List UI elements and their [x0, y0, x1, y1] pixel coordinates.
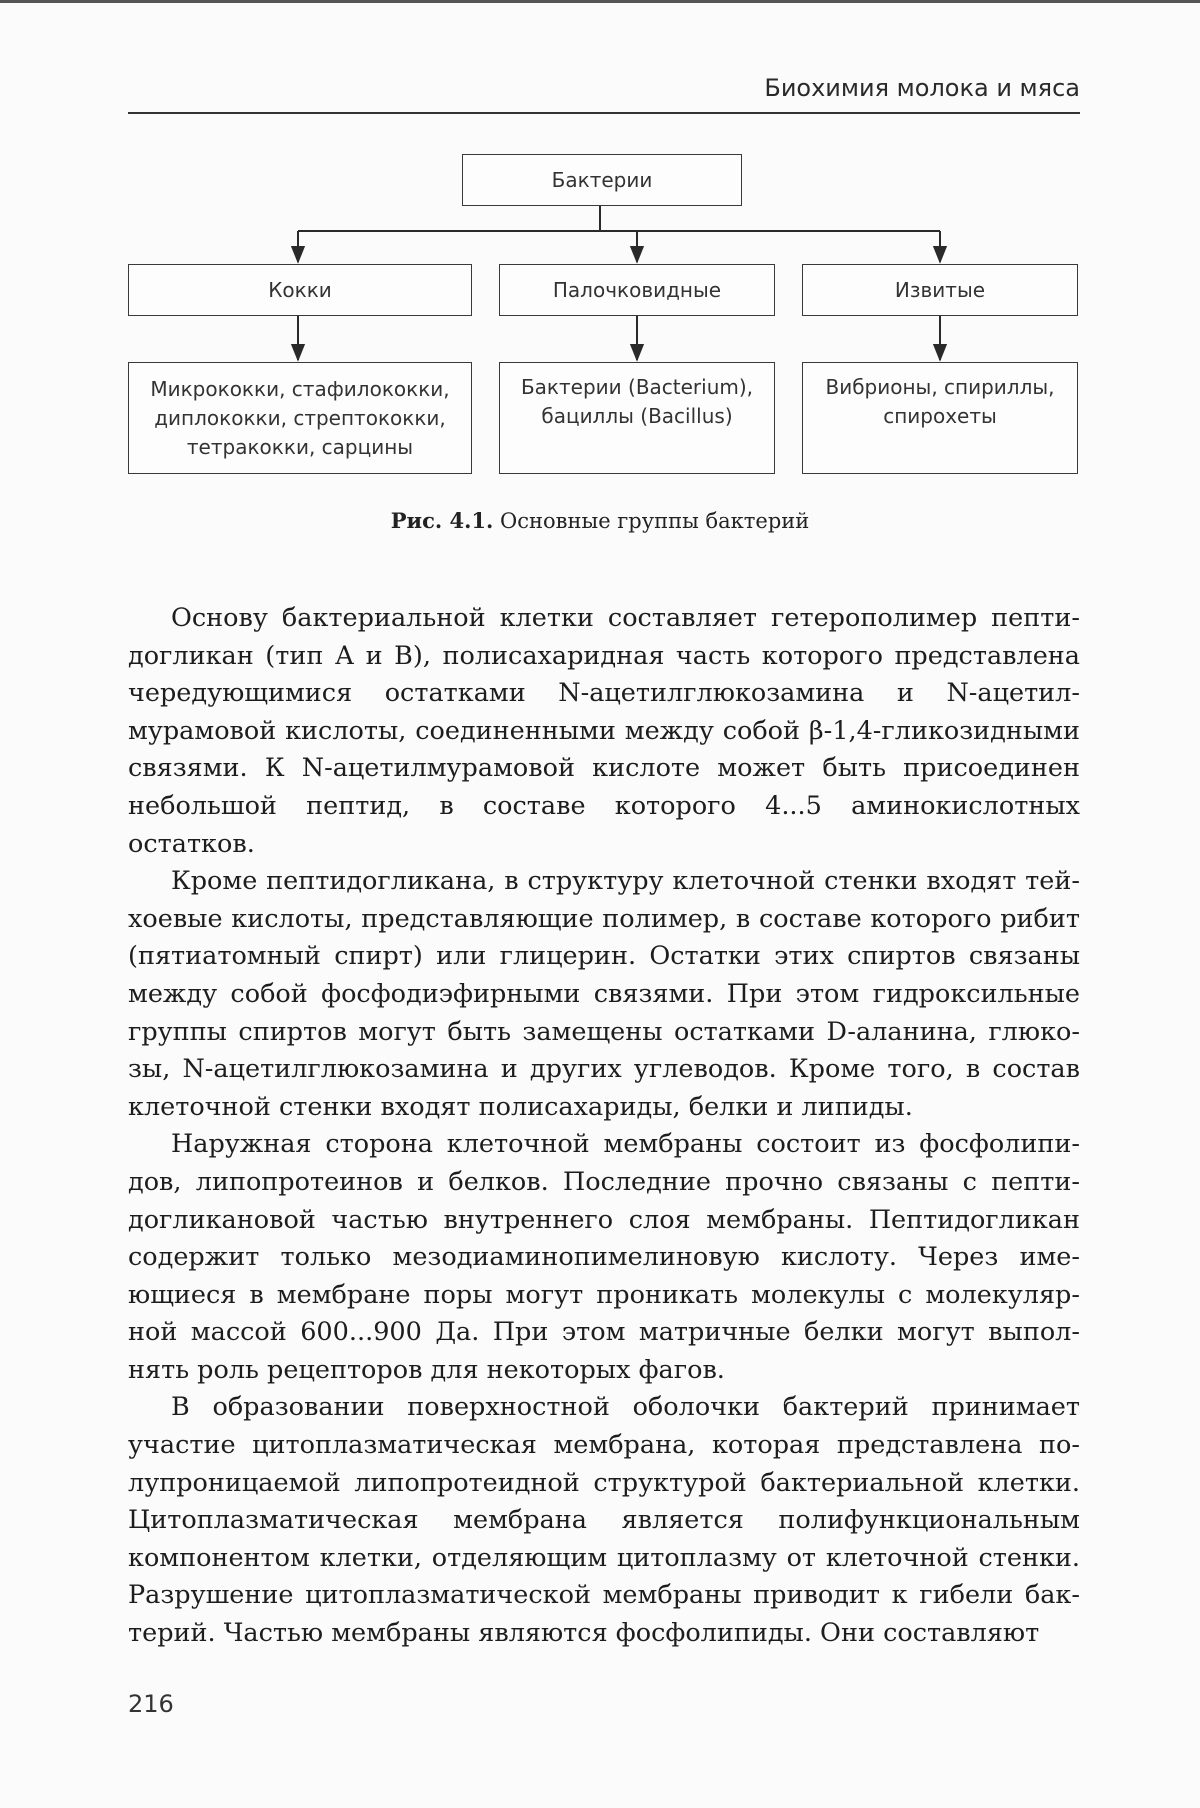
page-number: 216	[128, 1690, 174, 1718]
paragraph: Основу бактериальной клетки составляет гетерополимер пептидогликан (тип А и В), полисахаридная часть которого представлена чередующимися остатками N-ацетилглюкозамина и N-ацетилмурамовой кислоты, соединенными между собой β-1,4-гликозидными связями. К N-ацетилмурамовой кислоте может быть присоединен небольшой пептид, в составе которого 4...5 аминокислотных остатков.	[128, 603, 1080, 859]
node-cocci: Кокки	[128, 264, 472, 316]
node-rod-examples: Бактерии (Bacterium), бациллы (Bacillus)	[499, 362, 775, 474]
figure-caption	[0, 508, 1200, 533]
body-text	[128, 600, 1080, 1653]
node-spiral: Извитые	[802, 264, 1078, 316]
paragraph: В образовании поверхностной оболочки бактерий принимает участие цитоплазматическая мембрана, которая представлена полупроницаемой липопротеидной структурой бактериальной клетки. Цитоплазматическая мембрана является полифункциональным компонентом клетки, отделяющим цитоплазму от клеточной стенки. Разрушение цитоплазматической мембраны приводит к гибели бактерий. Частью мембраны являются фосфолипиды. Они составляют	[128, 1392, 1080, 1649]
paragraph: Наружная сторона клеточной мембраны состоит из фосфолипидов, липопротеинов и белков. Последние прочно связаны с пептидогликановой частью внутреннего слоя мембраны. Пептидогликан содержит только мезодиаминопимелиновую кислоту. Через имеющиеся в мембране поры могут проникать молекулы с молекулярной массой 600...900 Да. При этом матричные белки могут выполнять роль рецепторов для некоторых фагов.	[128, 1129, 1080, 1385]
running-header: Биохимия молока и мяса	[764, 74, 1080, 102]
node-rod-shaped: Палочковидные	[499, 264, 775, 316]
figure-number: Рис. 4.1.	[390, 508, 494, 533]
root-node-bacteria: Бактерии	[462, 154, 742, 206]
node-cocci-examples: Микрококки, стафилококки, диплококки, стрептококки, тетракокки, сарцины	[128, 362, 472, 474]
node-spiral-examples: Вибрионы, спириллы, спирохеты	[802, 362, 1078, 474]
paragraph: Кроме пептидогликана, в структуру клеточной стенки входят тейхоевые кислоты, представляющие полимер, в составе которого рибит (пятиатомный спирт) или глицерин. Остатки этих спиртов связаны между собой фосфодиэфирными связями. При этом гидроксильные группы спиртов могут быть замещены остатками D-аланина, глюкозы, N-ацетилглюкозамина и других углеводов. Кроме того, в состав клеточной стенки входят полисахариды, белки и липиды.	[128, 866, 1080, 1122]
figure-title: Основные группы бактерий	[500, 509, 810, 533]
bacteria-diagram	[0, 0, 1200, 520]
